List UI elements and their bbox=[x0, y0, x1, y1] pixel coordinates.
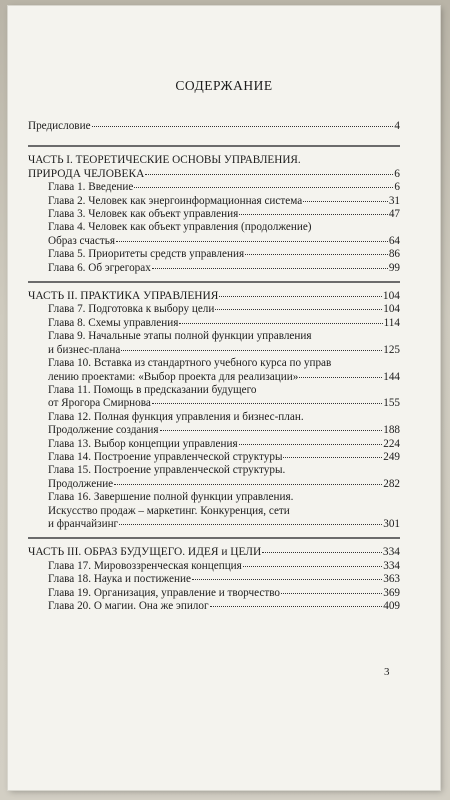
toc-entry-line: Глава 4. Человек как объект управления (продолжение) bbox=[48, 221, 312, 234]
toc-entry: Глава 5. Приоритеты средств управления 86 bbox=[48, 248, 400, 261]
toc-entry: Глава 6. Об эгрегорах 99 bbox=[48, 261, 400, 274]
toc-entry-line: Глава 12. Полная функция управления и бизнес-план. bbox=[48, 410, 304, 423]
toc-entry: от Ярогора Смирнова 155 bbox=[48, 397, 400, 410]
toc-entry: Глава 18. Наука и постижение 363 bbox=[48, 573, 400, 586]
toc-entry: и бизнес-плана 125 bbox=[48, 343, 400, 356]
toc-entry-line: Глава 15. Построение управленческой структуры. bbox=[48, 464, 286, 477]
toc-entry: Продолжение 282 bbox=[48, 477, 400, 490]
divider bbox=[28, 537, 400, 539]
toc-entry: лению проектами: «Выбор проекта для реализации» 144 bbox=[48, 370, 400, 383]
toc-entry: Глава 13. Выбор концепции управления 224 bbox=[48, 437, 400, 450]
toc-entry: Глава 20. О магии. Она же эпилог 409 bbox=[48, 600, 400, 612]
toc-entry: Образ счастья 64 bbox=[48, 234, 400, 247]
toc-entry: Глава 14. Построение управленческой структуры 249 bbox=[48, 450, 400, 463]
toc-entry: Глава 19. Организация, управление и творчество 369 bbox=[48, 586, 400, 599]
part-heading: ЧАСТЬ I. ТЕОРЕТИЧЕСКИЕ ОСНОВЫ УПРАВЛЕНИЯ. bbox=[28, 154, 301, 167]
toc-entry: Глава 2. Человек как энергоинформационная система 31 bbox=[48, 194, 400, 207]
table-of-contents bbox=[28, 116, 400, 613]
page-number: 3 bbox=[384, 666, 390, 678]
toc-entry: Глава 17. Мировоззренческая концепция 334 bbox=[48, 559, 400, 572]
toc-entry-line: Глава 9. Начальные этапы полной функции управления bbox=[48, 330, 312, 343]
toc-entry-line: Искусство продаж – маркетинг. Конкуренция, сети bbox=[48, 504, 290, 517]
toc-entry: Глава 3. Человек как объект управления 47 bbox=[48, 208, 400, 221]
toc-entry: Глава 1. Введение 6 bbox=[48, 181, 400, 194]
part-heading: ПРИРОДА ЧЕЛОВЕКА 6 bbox=[28, 167, 400, 180]
divider bbox=[28, 145, 400, 147]
toc-entry-line: Глава 10. Вставка из стандартного учебного курса по управ bbox=[48, 357, 332, 370]
toc-entry: Глава 7. Подготовка к выбору цели 104 bbox=[48, 303, 400, 316]
toc-entry: Предисловие 4 bbox=[28, 120, 400, 132]
divider bbox=[28, 281, 400, 283]
toc-entry-line: Глава 16. Завершение полной функции управления. bbox=[48, 491, 294, 504]
toc-entry: и франчайзинг 301 bbox=[48, 517, 400, 530]
part-heading: ЧАСТЬ III. ОБРАЗ БУДУЩЕГО. ИДЕЯ и ЦЕЛИ 334 bbox=[28, 546, 400, 559]
toc-entry: Глава 8. Схемы управления 114 bbox=[48, 316, 400, 329]
toc-entry: Продолжение создания 188 bbox=[48, 424, 400, 437]
part-heading: ЧАСТЬ II. ПРАКТИКА УПРАВЛЕНИЯ 104 bbox=[28, 290, 400, 303]
toc-entry-line: Глава 11. Помощь в предсказании будущего bbox=[48, 383, 257, 396]
page-title: СОДЕРЖАНИЕ bbox=[175, 78, 273, 93]
